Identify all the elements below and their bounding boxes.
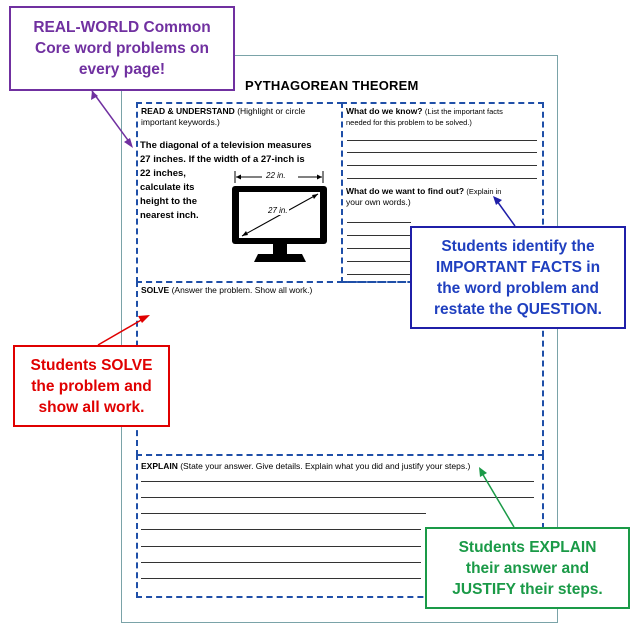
find-out-title: What do we want to find out? <box>346 186 465 196</box>
callout-line: Students SOLVE <box>30 356 153 374</box>
worksheet-title: PYTHAGOREAN THEOREM <box>245 78 419 93</box>
problem-line: 27 inches. If the width of a 27-inch is <box>140 154 305 165</box>
what-we-know-instructions-2: needed for this problem to be solved.) <box>346 118 472 127</box>
callout-line: Students EXPLAIN <box>458 538 597 556</box>
callout-line: restate the QUESTION. <box>434 300 602 318</box>
find-out-instructions-1: (Explain in <box>466 187 502 196</box>
what-we-know-title: What do we know? <box>346 106 423 116</box>
green-arrow <box>482 473 514 527</box>
purple-arrow <box>92 91 130 143</box>
callout-line: the problem and <box>31 377 152 395</box>
callout-line: every page! <box>78 61 166 78</box>
width-label: 22 in. <box>266 171 286 180</box>
callout-line: show all work. <box>38 398 145 416</box>
callout-line: JUSTIFY their steps. <box>452 580 603 598</box>
problem-line: height to the <box>140 196 197 207</box>
problem-line: 22 inches, <box>140 168 186 179</box>
problem-line: calculate its <box>140 182 195 193</box>
solve-title: SOLVE <box>141 285 170 295</box>
what-we-know-instructions-1: (List the important facts <box>424 107 503 116</box>
callout-line: Core word problems on <box>35 40 209 57</box>
callout-explain <box>425 527 630 609</box>
callout-solve <box>13 345 170 427</box>
explain-instructions: (State your answer. Give details. Explain what you did and justify your steps.) <box>180 461 471 471</box>
explain-title: EXPLAIN <box>141 461 178 471</box>
read-understand-title: READ & UNDERSTAND <box>141 106 235 116</box>
read-understand-instructions-1: (Highlight or circle <box>237 106 306 116</box>
diagonal-label: 27 in. <box>268 206 288 215</box>
find-out-instructions-2: your own words.) <box>346 197 411 207</box>
solve-instructions: (Answer the problem. Show all work.) <box>171 285 313 295</box>
callout-important-facts <box>410 226 626 329</box>
red-arrow <box>98 319 143 345</box>
callout-line: their answer and <box>465 559 590 577</box>
blue-arrow <box>497 201 515 226</box>
callout-line: REAL-WORLD Common <box>33 19 211 36</box>
callout-line: the word problem and <box>437 279 599 297</box>
callout-real-world <box>9 6 235 91</box>
callout-line: Students identify the <box>441 237 595 255</box>
problem-line: The diagonal of a television measures <box>140 140 312 151</box>
read-understand-instructions-2: important keywords.) <box>141 117 220 127</box>
problem-line: nearest inch. <box>140 210 199 221</box>
callout-line: IMPORTANT FACTS in <box>435 258 601 276</box>
